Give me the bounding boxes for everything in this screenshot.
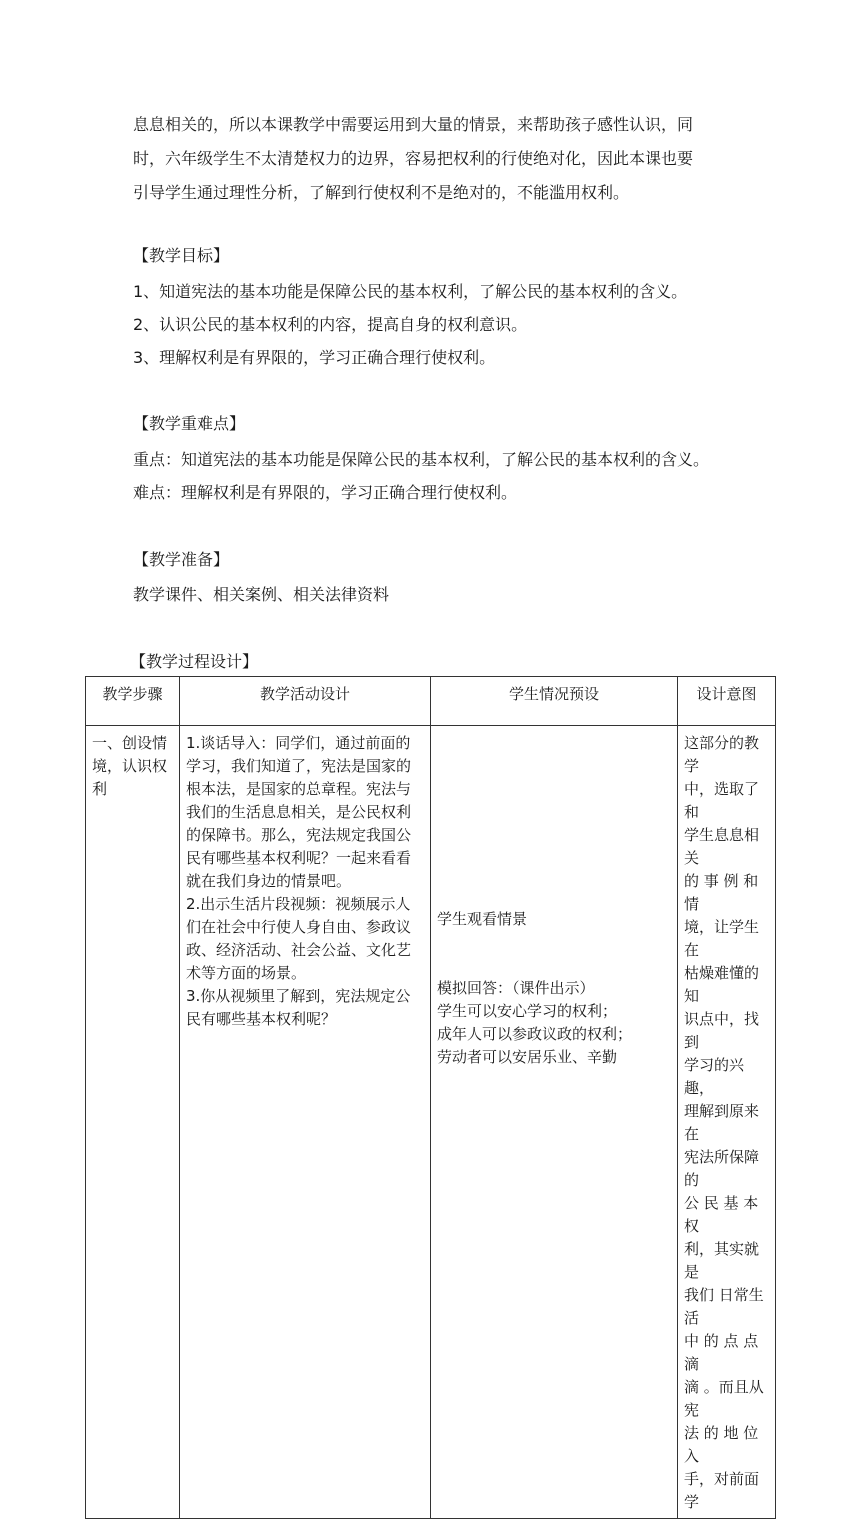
- intro-line: 时，六年级学生不太清楚权力的边界，容易把权利的行使绝对化，因此本课也要: [133, 149, 694, 168]
- table-header-row: [86, 677, 776, 726]
- intent-line: 理解到原来在: [684, 1102, 760, 1143]
- preparation-heading: 【教学准备】: [133, 550, 230, 569]
- step-text: 一、创设情境，认识权利: [92, 734, 168, 798]
- intent-line: 我们 日常生活: [684, 1286, 764, 1327]
- objective-item: 3、理解权利是有界限的，学习正确合理行使权利。: [133, 348, 496, 367]
- column-header: 学生情况预设: [431, 677, 678, 726]
- intent-line: 境，让学生在: [684, 918, 760, 959]
- student-cell: [431, 726, 678, 1519]
- keypoints-heading: 【教学重难点】: [133, 414, 246, 433]
- student-text: 劳动者可以安居乐业、辛勤: [437, 1048, 618, 1066]
- preparation-text: 教学课件、相关案例、相关法律资料: [133, 585, 390, 604]
- column-header: 教学活动设计: [180, 677, 431, 726]
- student-text: 成年人可以参政议政的权利；: [437, 1025, 633, 1043]
- intent-line: 中，选取了和: [684, 780, 760, 821]
- objectives-heading: 【教学目标】: [133, 246, 230, 265]
- process-heading: 【教学过程设计】: [130, 652, 259, 671]
- process-table: [85, 676, 776, 1519]
- intent-line: 中 的 点 点 滴: [684, 1332, 759, 1373]
- column-header: 设计意图: [678, 677, 776, 726]
- intent-line: 手，对前面学: [684, 1470, 760, 1511]
- intent-line: 利，其实就是: [684, 1240, 760, 1281]
- intent-line: 枯燥难懂的知: [684, 964, 760, 1005]
- intro-paragraph: [133, 108, 753, 210]
- activity-paragraph: 3.你从视频里了解到，宪法规定公民有哪些基本权利呢？: [186, 987, 411, 1028]
- key-point: 重点：知道宪法的基本功能是保障公民的基本权利，了解公民的基本权利的含义。: [133, 450, 710, 469]
- intro-line: 息息相关的，所以本课教学中需要运用到大量的情景，来帮助孩子感性认识，同: [133, 115, 694, 134]
- intent-line: 学习的兴趣，: [684, 1056, 745, 1097]
- intro-line: 引导学生通过理性分析，了解到行使权利不是绝对的，不能滥用权利。: [133, 183, 630, 202]
- table-row: [86, 726, 776, 1519]
- intent-line: 公 民 基 本 权: [684, 1194, 759, 1235]
- step-cell: [86, 726, 180, 1519]
- intent-line: 识点中，找到: [684, 1010, 760, 1051]
- objective-item: 1、知道宪法的基本功能是保障公民的基本权利，了解公民的基本权利的含义。: [133, 282, 688, 301]
- student-text: 学生可以安心学习的权利；: [437, 1002, 618, 1020]
- student-text: 学生观看情景: [437, 910, 528, 928]
- intent-line: 滴 。而且从宪: [684, 1378, 764, 1419]
- intent-cell: [678, 726, 776, 1519]
- column-header: 教学步骤: [86, 677, 180, 726]
- objective-item: 2、认识公民的基本权利的内容，提高自身的权利意识。: [133, 315, 528, 334]
- intent-line: 法 的 地 位 入: [684, 1424, 759, 1465]
- intent-line: 宪法所保障的: [684, 1148, 760, 1189]
- activity-paragraph: 2.出示生活片段视频：视频展示人们在社会中行使人身自由、参政议政、经济活动、社会公益、文化艺术等方面的场景。: [186, 895, 412, 982]
- activity-paragraph: 1.谈话导入：同学们，通过前面的学习，我们知道了，宪法是国家的根本法，是国家的总章程。宪法与我们的生活息息相关，是公民权利的保障书。那么，宪法规定我国公民有哪些基本权利呢？一起来看看就在我们身边的情景吧。: [186, 734, 412, 890]
- intent-line: 学生息息相关: [684, 826, 760, 867]
- student-text: 模拟回答：（课件出示）: [437, 979, 595, 997]
- intent-line: 的 事 例 和 情: [684, 872, 759, 913]
- difficult-point: 难点：理解权利是有界限的，学习正确合理行使权利。: [133, 483, 518, 502]
- activity-cell: [180, 726, 431, 1519]
- intent-line: 这部分的教学: [684, 734, 760, 775]
